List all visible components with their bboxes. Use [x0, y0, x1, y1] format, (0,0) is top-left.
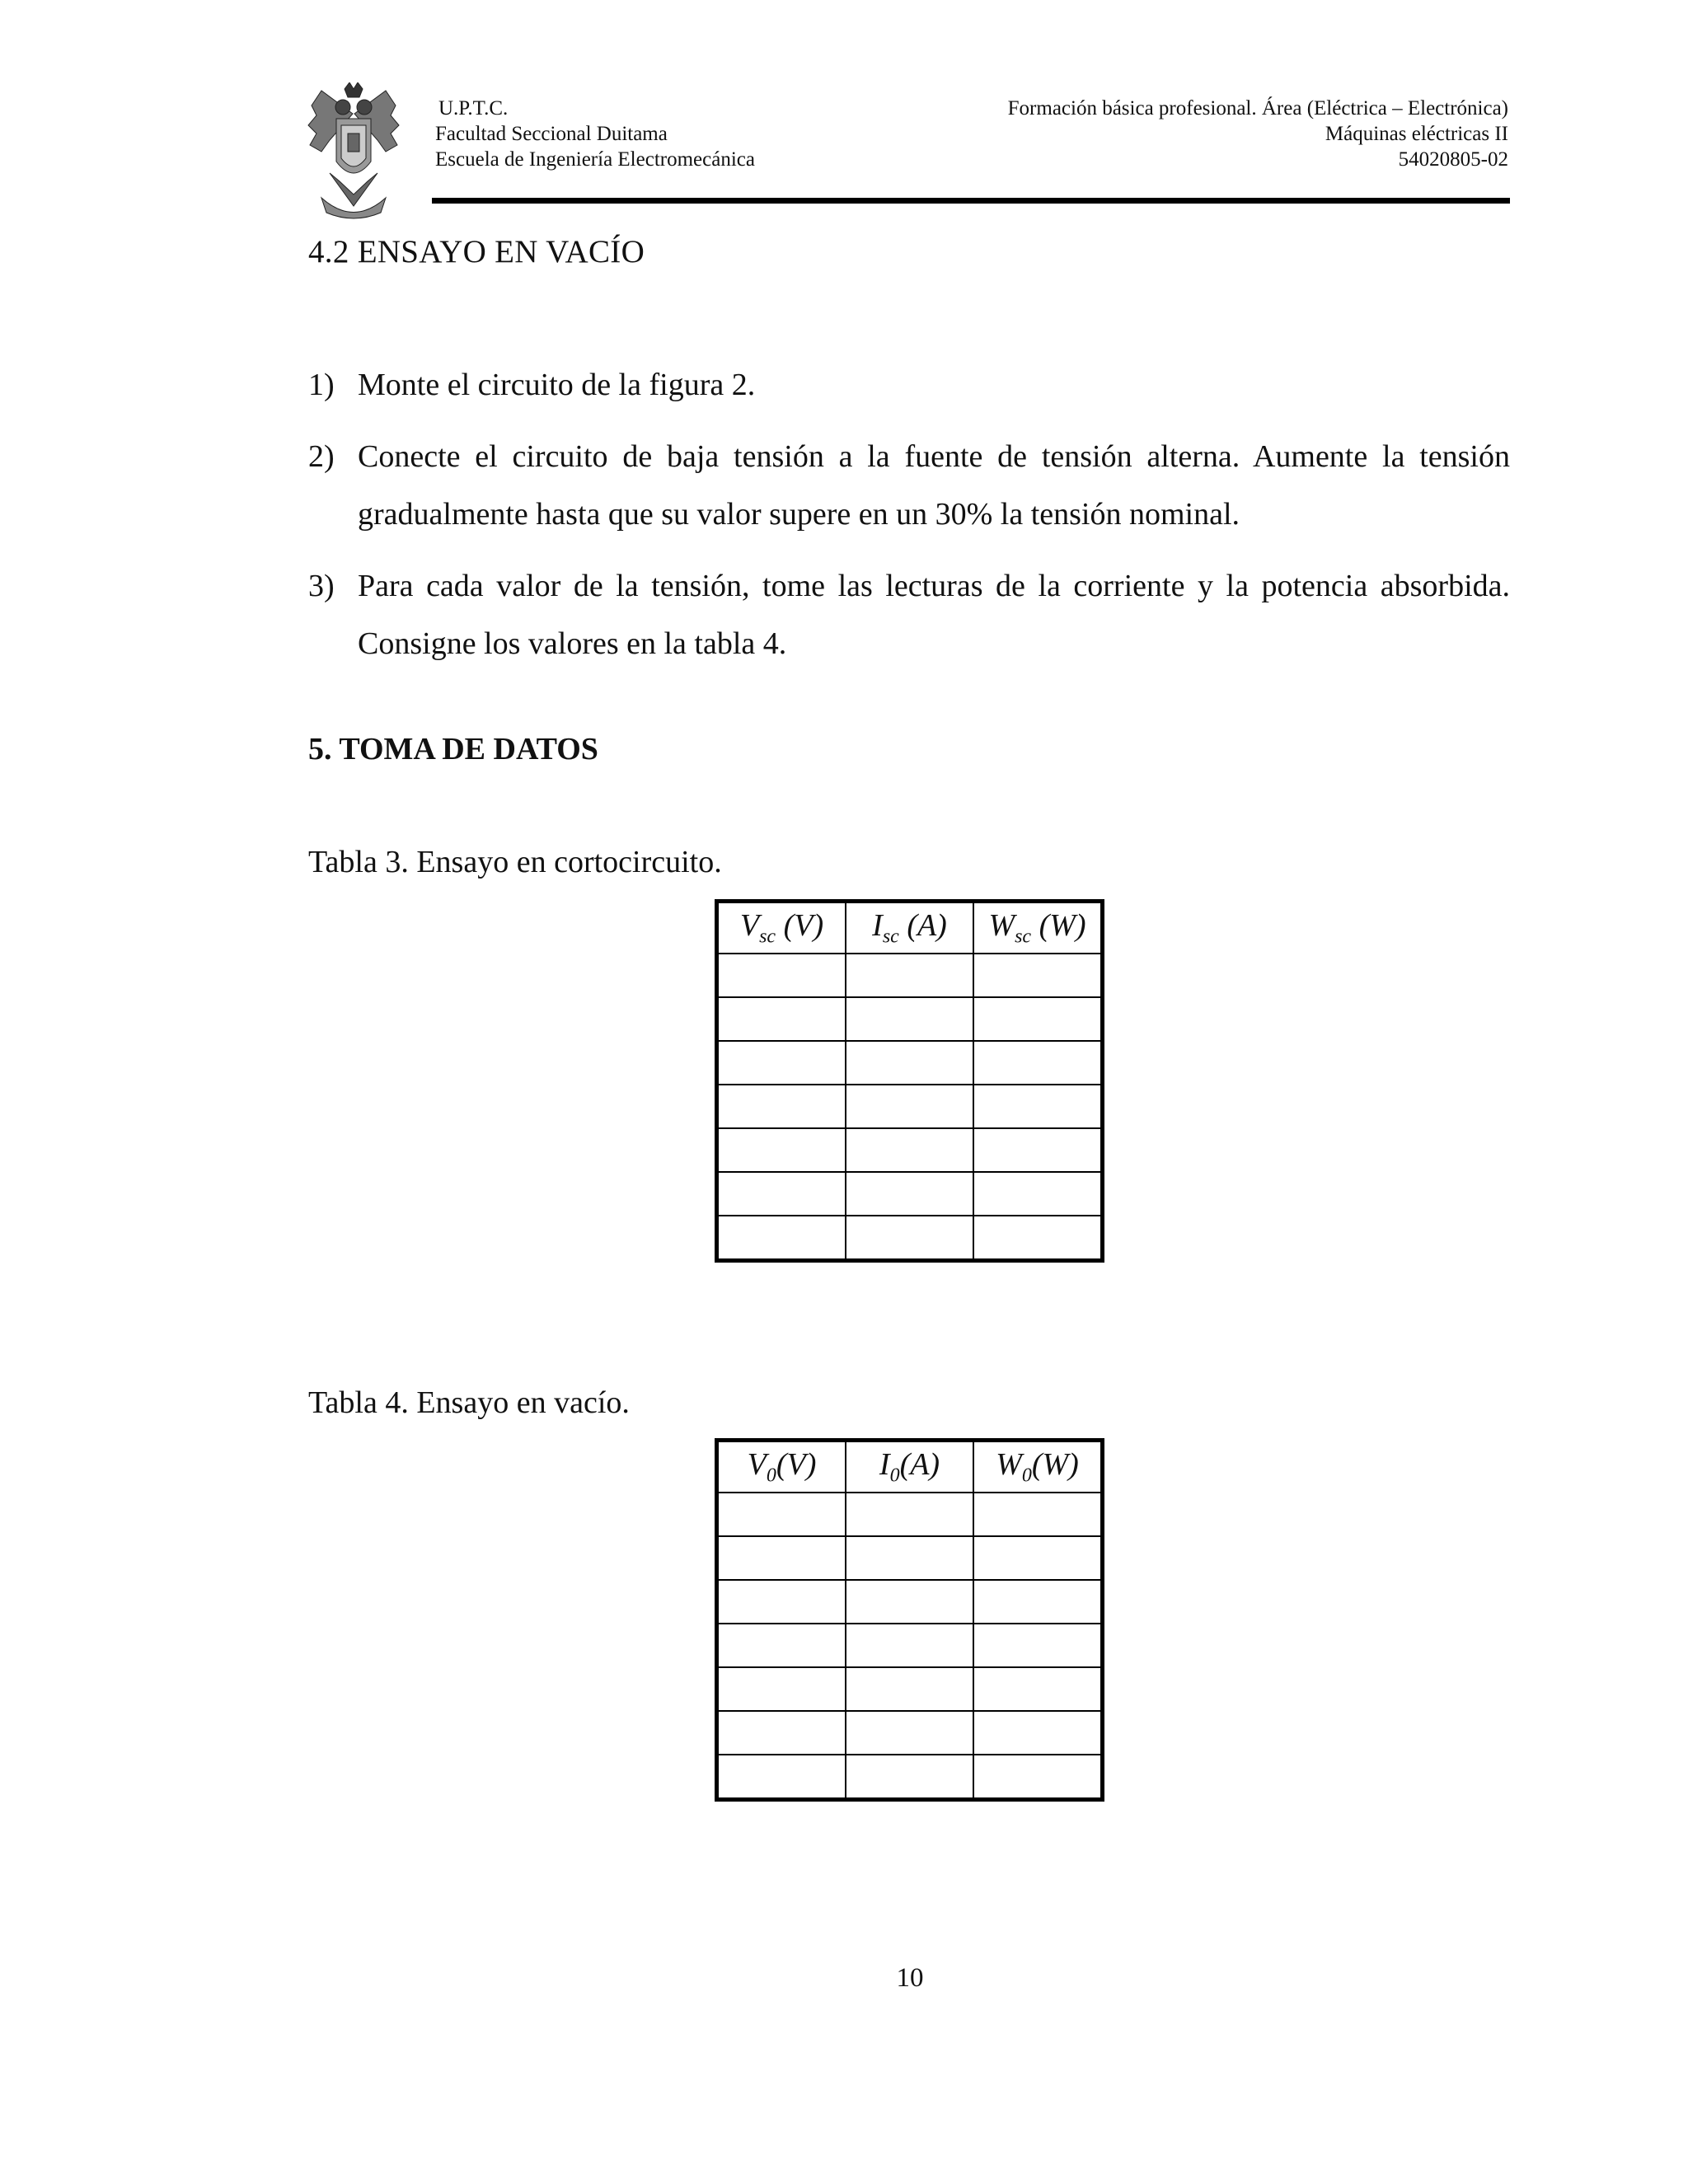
- table-cell[interactable]: [717, 1624, 846, 1667]
- table3-caption: Tabla 3. Ensayo en cortocircuito.: [308, 845, 722, 879]
- table-cell[interactable]: [846, 1580, 973, 1624]
- table-row: [717, 954, 1103, 997]
- table-cell[interactable]: [846, 1128, 973, 1172]
- page-number: 10: [896, 1963, 924, 1993]
- step-text: Conecte el circuito de baja tensión a la fuente de tensión alterna. Aumente la tensión gradualmente hasta que su valor supere en un 30% la tensión nominal.: [358, 439, 1510, 532]
- table-cell[interactable]: [973, 1493, 1103, 1536]
- table-cell[interactable]: [973, 1041, 1103, 1085]
- header-divider: [432, 198, 1510, 204]
- column-header: $I_{sc}$ (A): [846, 902, 973, 954]
- section-title: 4.2 ENSAYO EN VACÍO: [308, 234, 645, 269]
- step-text: Para cada valor de la tensión, tome las lecturas de la corriente y la potencia absorbida. Consigne los valores en la tabla 4.: [358, 569, 1510, 661]
- table-cell[interactable]: [717, 1667, 846, 1711]
- step-number: 2): [308, 439, 335, 474]
- table-row: [717, 1755, 1103, 1800]
- table-row: [717, 1580, 1103, 1624]
- header-right: [1008, 96, 1508, 172]
- table-cell[interactable]: [973, 1085, 1103, 1128]
- table-cell[interactable]: [717, 1216, 846, 1261]
- step-text: Monte el circuito de la figura 2.: [358, 368, 756, 402]
- table-cell[interactable]: [973, 1536, 1103, 1580]
- table4-caption: Tabla 4. Ensayo en vacío.: [308, 1385, 630, 1420]
- eagle-crest-icon: [305, 82, 402, 223]
- table-cell[interactable]: [846, 1667, 973, 1711]
- table-row: [717, 1624, 1103, 1667]
- table-cell[interactable]: [717, 1128, 846, 1172]
- table-cell[interactable]: [846, 1085, 973, 1128]
- table-cell[interactable]: [973, 1667, 1103, 1711]
- table-cell[interactable]: [973, 1755, 1103, 1800]
- table-cell[interactable]: [717, 1755, 846, 1800]
- no-load-table: [715, 1438, 1104, 1802]
- column-header: $W_{sc}$ (W): [973, 902, 1103, 954]
- table-row: [717, 1085, 1103, 1128]
- table-cell[interactable]: [973, 954, 1103, 997]
- table-cell[interactable]: [717, 997, 846, 1041]
- table-cell[interactable]: [717, 1580, 846, 1624]
- table-cell[interactable]: [846, 1711, 973, 1755]
- table-cell[interactable]: [717, 1085, 846, 1128]
- table-cell[interactable]: [973, 997, 1103, 1041]
- table-row: [717, 1493, 1103, 1536]
- table-row: [717, 1711, 1103, 1755]
- table-cell[interactable]: [846, 1216, 973, 1261]
- step-number: 1): [308, 368, 335, 402]
- column-header: $V_{sc}$ (V): [717, 902, 846, 954]
- column-header: $V_0(V)$: [717, 1441, 846, 1493]
- table-cell[interactable]: [846, 1041, 973, 1085]
- table-cell[interactable]: [846, 1755, 973, 1800]
- table-row: [717, 1172, 1103, 1216]
- column-header: $W_0(W)$: [973, 1441, 1103, 1493]
- table-cell[interactable]: [846, 1624, 973, 1667]
- step-item: [308, 428, 1510, 543]
- table-row: [717, 997, 1103, 1041]
- table-cell[interactable]: [717, 1041, 846, 1085]
- table-cell[interactable]: [717, 1172, 846, 1216]
- header-course: Máquinas eléctricas II: [1325, 123, 1508, 145]
- table-header-row: [717, 902, 1103, 954]
- column-header: $I_0(A)$: [846, 1441, 973, 1493]
- table-cell[interactable]: [973, 1172, 1103, 1216]
- table-cell[interactable]: [717, 954, 846, 997]
- table-cell[interactable]: [973, 1216, 1103, 1261]
- table3-body: [717, 954, 1103, 1261]
- table-row: [717, 1667, 1103, 1711]
- table-cell[interactable]: [973, 1711, 1103, 1755]
- header-faculty: Facultad Seccional Duitama: [435, 123, 668, 145]
- table-row: [717, 1128, 1103, 1172]
- table-cell[interactable]: [846, 1493, 973, 1536]
- step-number: 3): [308, 569, 335, 603]
- header-university: U.P.T.C.: [438, 97, 509, 120]
- step-item: [308, 356, 1510, 414]
- table-cell[interactable]: [717, 1536, 846, 1580]
- table-cell[interactable]: [973, 1128, 1103, 1172]
- table-cell[interactable]: [846, 997, 973, 1041]
- table-cell[interactable]: [846, 954, 973, 997]
- header-left: [435, 96, 755, 172]
- header-school: Escuela de Ingeniería Electromecánica: [435, 148, 755, 171]
- header-code: 54020805-02: [1398, 148, 1508, 171]
- table-cell[interactable]: [717, 1711, 846, 1755]
- table-row: [717, 1216, 1103, 1261]
- table-cell[interactable]: [973, 1624, 1103, 1667]
- section-heading: 5. TOMA DE DATOS: [308, 732, 598, 766]
- procedure-steps: [308, 356, 1510, 687]
- table-cell[interactable]: [846, 1172, 973, 1216]
- table-cell[interactable]: [846, 1536, 973, 1580]
- table-cell[interactable]: [717, 1493, 846, 1536]
- short-circuit-table: [715, 899, 1104, 1263]
- header-area: Formación básica profesional. Área (Eléctrica – Electrónica): [1007, 97, 1508, 120]
- step-item: [308, 557, 1510, 673]
- table-header-row: [717, 1441, 1103, 1493]
- table4-body: [717, 1493, 1103, 1800]
- table-row: [717, 1536, 1103, 1580]
- table-cell[interactable]: [973, 1580, 1103, 1624]
- table-row: [717, 1041, 1103, 1085]
